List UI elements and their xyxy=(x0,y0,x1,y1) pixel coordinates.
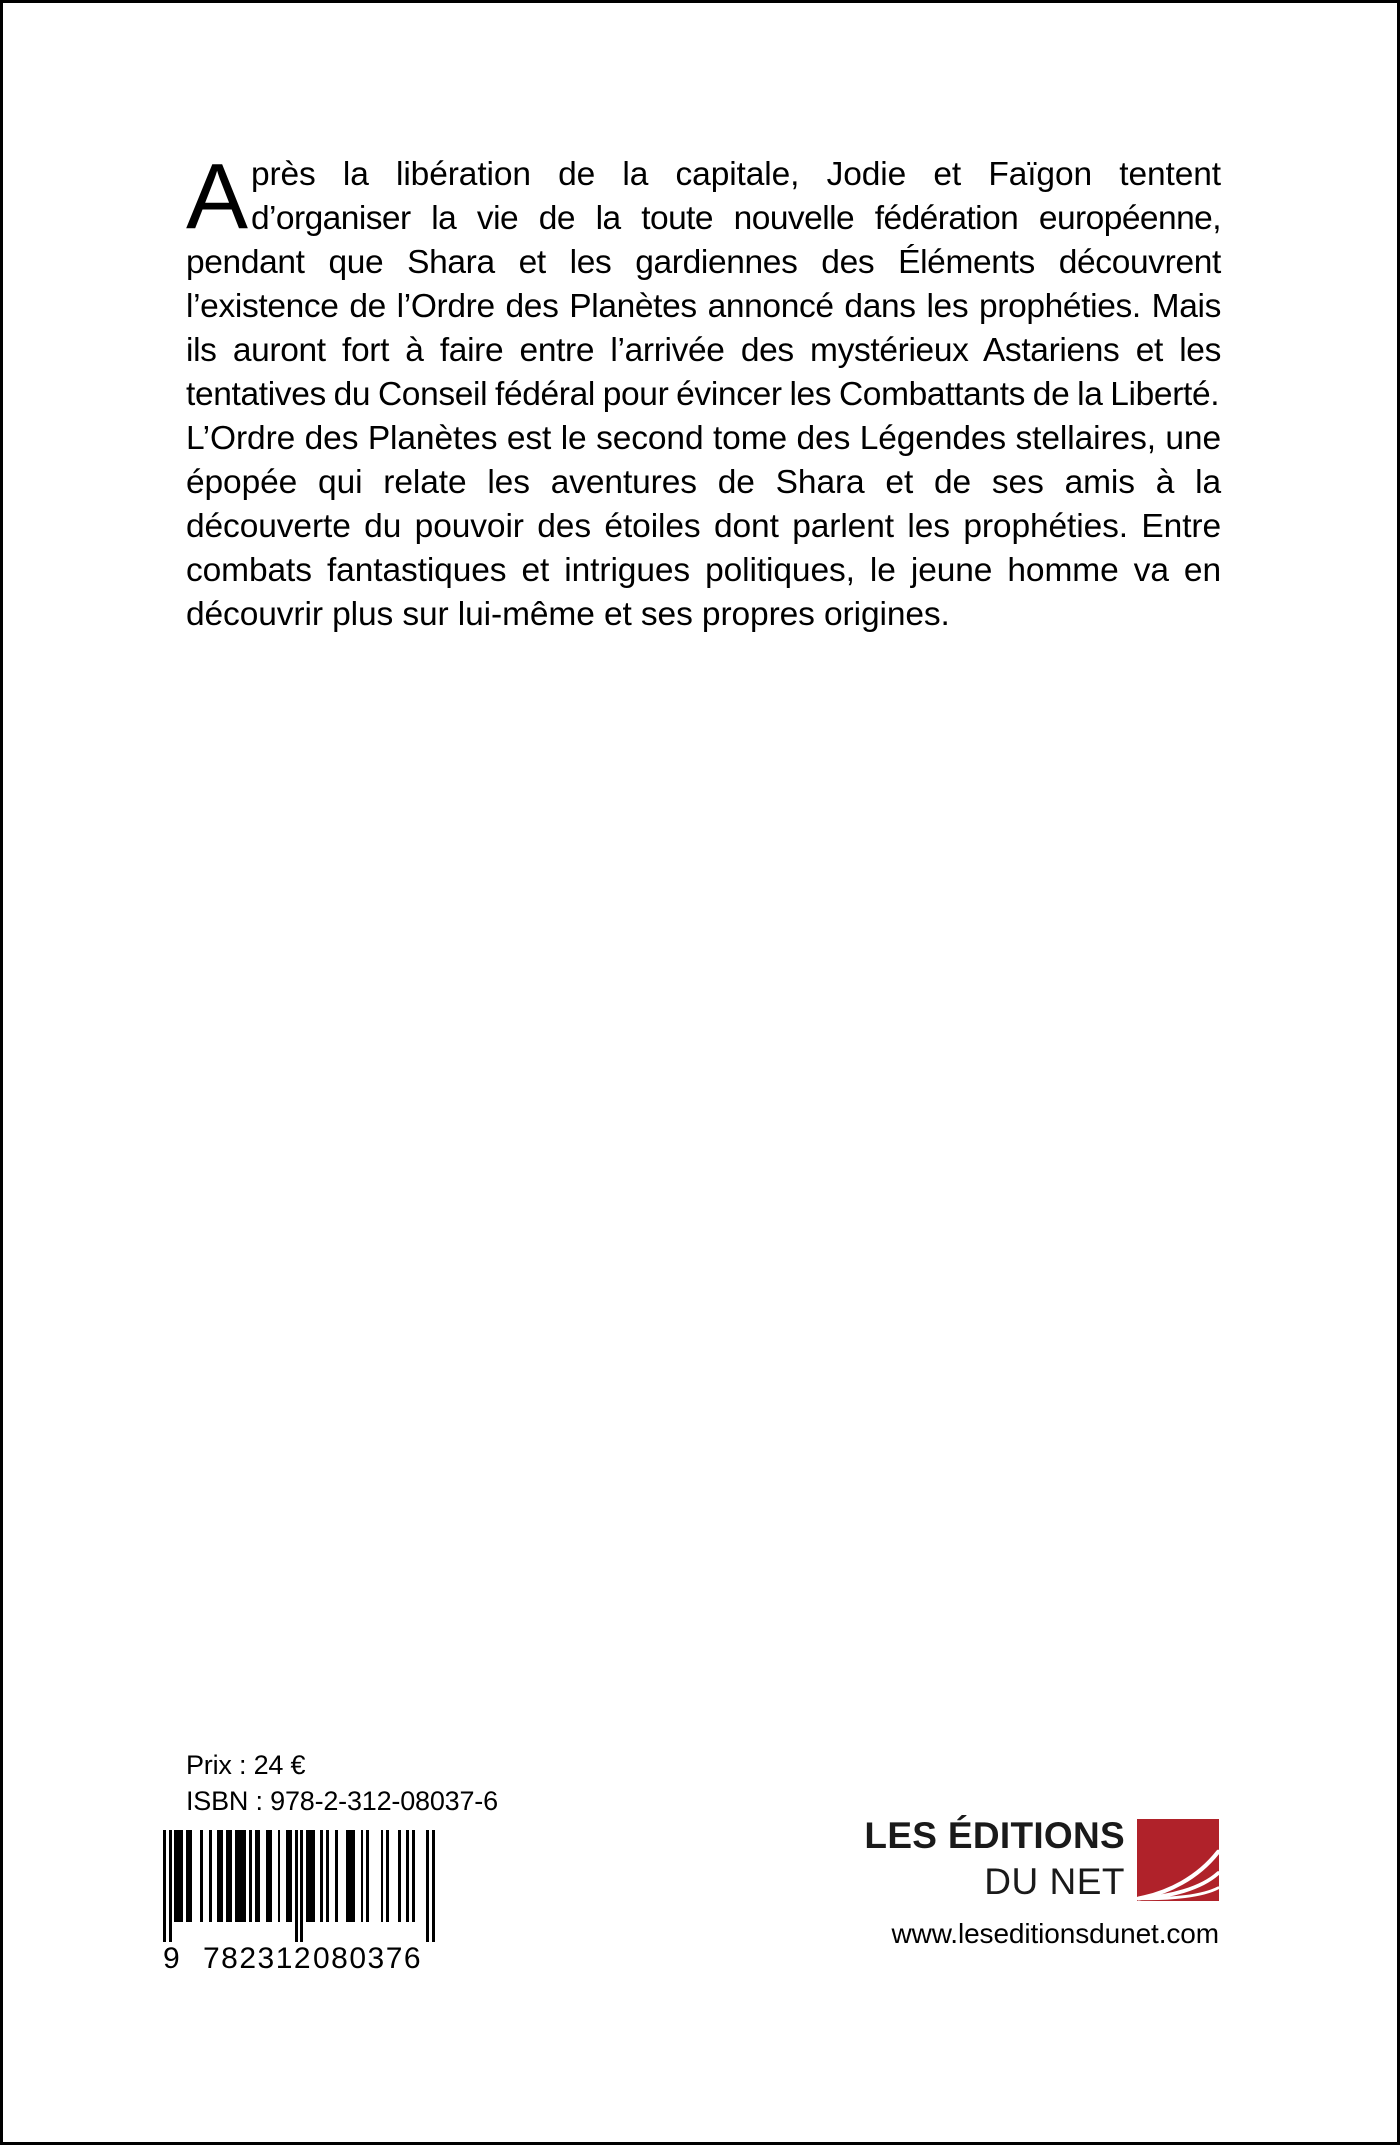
barcode-left-group: 782312 xyxy=(203,1942,313,1975)
publisher-logo xyxy=(779,1817,1219,1902)
ean13-barcode xyxy=(163,1830,435,1942)
publisher-mark-icon xyxy=(1137,1819,1219,1901)
blurb-paragraph-1-line-2: d’organiser la vie de la toute nouvelle fédération européenne, xyxy=(250,200,1221,237)
publisher-logo-wordmark xyxy=(864,1817,1125,1902)
pricing-block xyxy=(186,1747,498,1819)
drop-cap-letter: A xyxy=(186,144,248,248)
price-label: Prix : 24 € xyxy=(186,1750,306,1780)
barcode-right-group: 080376 xyxy=(313,1942,423,1975)
blurb-paragraph-1-line-1: près la libération de la capitale, Jodie et Faïgon tentent xyxy=(250,156,1221,193)
blurb-paragraph-2: L’Ordre des Planètes est le second tome des Légendes stellaires, une épopée qui relate les aventures de Shara et de ses amis à la découverte du pouvoir des étoiles dont parlent les prophéties. Entre combats fantastiques et intrigues politiques, le jeune homme va en découvrir plus sur lui-même et ses propres origines. xyxy=(186,420,1221,633)
blurb-paragraph-1 xyxy=(186,144,1221,417)
back-cover-blurb xyxy=(186,144,1221,637)
publisher-url: www.leseditionsdunet.com xyxy=(891,1918,1219,1949)
blurb-paragraph-1-body: pendant que Shara et les gardiennes des Éléments découvrent l’existence de l’Ordre des Planètes annoncé dans les prophéties. Mais ils auront fort à faire entre l’arrivée des mystérieux Astariens et les tentatives du Conseil fédéral pour évincer les Combattants de la Liberté. xyxy=(186,244,1221,413)
back-cover-footer xyxy=(3,1722,1397,2142)
barcode-digits xyxy=(163,1942,435,1976)
publisher-name-line-2: DU NET xyxy=(984,1861,1125,1902)
barcode-lead-digit: 9 xyxy=(163,1942,182,1975)
publisher-block xyxy=(779,1817,1219,1950)
isbn-label: ISBN : 978-2-312-08037-6 xyxy=(186,1786,498,1816)
barcode-block xyxy=(163,1830,453,1976)
publisher-name-line-1: LES ÉDITIONS xyxy=(864,1815,1125,1856)
